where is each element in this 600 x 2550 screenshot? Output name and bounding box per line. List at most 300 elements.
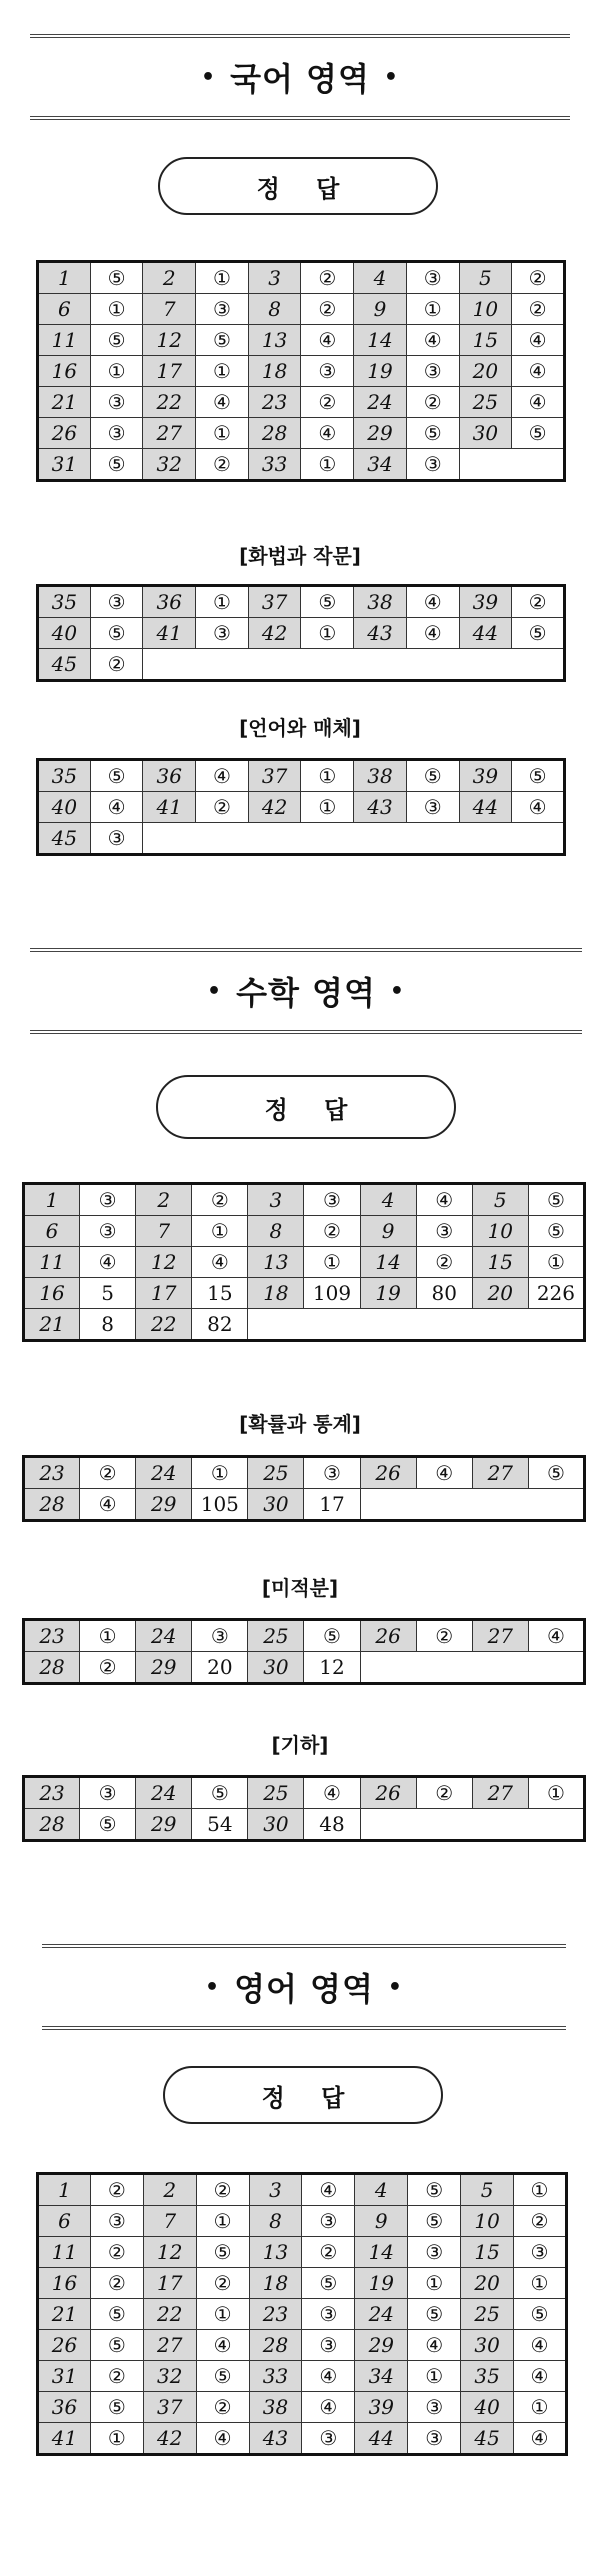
answer-value: ① — [301, 449, 354, 481]
answer-value: ④ — [80, 1247, 136, 1278]
question-number: 31 — [38, 449, 91, 481]
answer-row — [24, 1278, 585, 1309]
answer-value: ③ — [304, 1184, 360, 1216]
question-number: 1 — [24, 1184, 80, 1216]
answer-value: ⑤ — [408, 2174, 461, 2206]
answer-row — [38, 2330, 567, 2361]
question-number: 28 — [24, 1809, 80, 1841]
math-title-text: 수학 영역 — [236, 974, 376, 1012]
answer-value: ② — [80, 1652, 136, 1684]
question-number: 4 — [354, 262, 407, 294]
korean-elective1-table — [36, 584, 566, 682]
question-number: 39 — [459, 586, 512, 618]
answer-value: ④ — [301, 325, 354, 356]
answer-row — [38, 760, 565, 792]
answer-value: ① — [406, 294, 459, 325]
question-number: 23 — [24, 1777, 80, 1809]
question-number: 29 — [136, 1809, 192, 1841]
question-number: 24 — [136, 1620, 192, 1652]
answer-value: 17 — [304, 1489, 360, 1521]
empty-cell — [248, 649, 301, 681]
question-number: 42 — [248, 618, 301, 649]
empty-cell — [354, 649, 407, 681]
empty-cell — [459, 823, 512, 855]
empty-cell — [196, 823, 249, 855]
answer-value: ⑤ — [90, 760, 143, 792]
question-number: 14 — [355, 2237, 408, 2268]
empty-cell — [528, 1809, 584, 1841]
question-number: 10 — [461, 2206, 514, 2237]
question-number: 21 — [38, 387, 91, 418]
answer-value: ② — [512, 262, 565, 294]
question-number: 44 — [459, 792, 512, 823]
question-number: 36 — [143, 586, 196, 618]
question-number: 18 — [248, 356, 301, 387]
answer-value: ⑤ — [528, 1216, 584, 1247]
question-number: 25 — [248, 1777, 304, 1809]
question-number: 37 — [248, 760, 301, 792]
empty-cell — [416, 1309, 472, 1341]
answer-value: ⑤ — [514, 2299, 567, 2330]
question-number: 27 — [143, 2330, 196, 2361]
question-number: 2 — [143, 2174, 196, 2206]
answer-row — [38, 387, 565, 418]
answer-value: ④ — [196, 2330, 249, 2361]
answer-value: ④ — [514, 2361, 567, 2392]
answer-value: ③ — [301, 356, 354, 387]
question-number: 27 — [472, 1620, 528, 1652]
math-elective2-table — [22, 1618, 586, 1685]
answer-row — [38, 2174, 567, 2206]
answer-value: ② — [416, 1620, 472, 1652]
answer-value: ④ — [408, 2330, 461, 2361]
question-number: 18 — [248, 1278, 304, 1309]
answer-value: ④ — [528, 1620, 584, 1652]
answer-value: ① — [514, 2392, 567, 2423]
answer-row — [38, 649, 565, 681]
question-number: 17 — [136, 1278, 192, 1309]
empty-cell — [416, 1489, 472, 1521]
answer-value: ② — [90, 649, 143, 681]
math-elective1-table — [22, 1455, 586, 1522]
answer-row — [38, 2237, 567, 2268]
question-number: 9 — [360, 1216, 416, 1247]
question-number: 3 — [248, 1184, 304, 1216]
answer-value: ⑤ — [90, 2299, 143, 2330]
answer-value: ③ — [90, 823, 143, 855]
question-number: 13 — [248, 325, 301, 356]
question-number: 2 — [143, 262, 196, 294]
question-number: 43 — [249, 2423, 302, 2455]
english-title: • 영어 영역 • — [42, 1944, 566, 2030]
question-number: 38 — [354, 760, 407, 792]
question-number: 35 — [38, 586, 91, 618]
answer-value: ④ — [192, 1247, 248, 1278]
empty-cell — [360, 1652, 416, 1684]
question-number: 33 — [248, 449, 301, 481]
question-number: 20 — [472, 1278, 528, 1309]
answer-value: ① — [196, 356, 249, 387]
empty-cell — [248, 1309, 304, 1341]
question-number: 36 — [38, 2392, 91, 2423]
answer-value: ④ — [406, 586, 459, 618]
question-number: 8 — [248, 1216, 304, 1247]
answer-value: ④ — [196, 2423, 249, 2455]
answer-value: ③ — [302, 2206, 355, 2237]
answer-value: ① — [196, 2299, 249, 2330]
question-number: 24 — [136, 1777, 192, 1809]
question-number: 27 — [472, 1777, 528, 1809]
korean-elective2-label: [언어와 매체] — [239, 716, 361, 740]
answer-value: ③ — [192, 1620, 248, 1652]
empty-cell — [528, 1652, 584, 1684]
answer-value: ⑤ — [408, 2299, 461, 2330]
answer-row — [24, 1247, 585, 1278]
answer-value: ② — [90, 2237, 143, 2268]
answer-value: ③ — [416, 1216, 472, 1247]
answer-value: ⑤ — [512, 760, 565, 792]
answer-value: ② — [196, 449, 249, 481]
answer-value: ② — [304, 1216, 360, 1247]
question-number: 23 — [24, 1620, 80, 1652]
answer-row — [38, 294, 565, 325]
math-elective3-label: [기하] — [271, 1733, 329, 1757]
answer-value: ⑤ — [528, 1457, 584, 1489]
question-number: 28 — [248, 418, 301, 449]
answer-value: ① — [528, 1247, 584, 1278]
question-number: 16 — [38, 356, 91, 387]
answer-value: ④ — [512, 792, 565, 823]
answer-row — [24, 1457, 585, 1489]
answer-value: 105 — [192, 1489, 248, 1521]
answer-row — [38, 418, 565, 449]
empty-cell — [143, 649, 196, 681]
question-number: 32 — [143, 2361, 196, 2392]
question-number: 30 — [248, 1809, 304, 1841]
question-number: 39 — [355, 2392, 408, 2423]
question-number: 20 — [459, 356, 512, 387]
answer-value: ⑤ — [406, 418, 459, 449]
question-number: 27 — [143, 418, 196, 449]
empty-cell — [248, 823, 301, 855]
question-number: 13 — [248, 1247, 304, 1278]
answer-value: ③ — [514, 2237, 567, 2268]
question-number: 41 — [143, 618, 196, 649]
question-number: 17 — [143, 2268, 196, 2299]
question-number: 30 — [459, 418, 512, 449]
question-number: 21 — [38, 2299, 91, 2330]
empty-cell — [472, 1309, 528, 1341]
question-number: 29 — [354, 418, 407, 449]
question-number: 39 — [459, 760, 512, 792]
answer-value: ① — [196, 2206, 249, 2237]
question-number: 38 — [249, 2392, 302, 2423]
answer-row — [24, 1652, 585, 1684]
question-number: 40 — [461, 2392, 514, 2423]
answer-value: ③ — [80, 1184, 136, 1216]
question-number: 43 — [354, 618, 407, 649]
answer-row — [38, 823, 565, 855]
question-number: 28 — [24, 1489, 80, 1521]
answer-value: ③ — [406, 792, 459, 823]
math-main-table — [22, 1182, 586, 1342]
question-number: 9 — [355, 2206, 408, 2237]
answer-value: ⑤ — [302, 2268, 355, 2299]
answer-value: ② — [512, 294, 565, 325]
answer-value: ② — [512, 586, 565, 618]
answer-value: ② — [301, 387, 354, 418]
question-number: 14 — [354, 325, 407, 356]
question-number: 19 — [354, 356, 407, 387]
answer-value: ③ — [304, 1457, 360, 1489]
question-number: 28 — [249, 2330, 302, 2361]
answer-row — [24, 1216, 585, 1247]
empty-cell — [512, 823, 565, 855]
question-number: 6 — [38, 294, 91, 325]
answer-value: ⑤ — [196, 2361, 249, 2392]
question-number: 15 — [461, 2237, 514, 2268]
question-number: 16 — [24, 1278, 80, 1309]
question-number: 25 — [248, 1457, 304, 1489]
question-number: 17 — [143, 356, 196, 387]
answer-row — [38, 2268, 567, 2299]
answer-value: 54 — [192, 1809, 248, 1841]
korean-main-table — [36, 260, 566, 482]
empty-cell — [528, 1489, 584, 1521]
question-number: 42 — [143, 2423, 196, 2455]
answer-value: ④ — [196, 387, 249, 418]
question-number: 27 — [472, 1457, 528, 1489]
korean-title: • 국어 영역 • — [30, 34, 570, 120]
answer-value: ② — [90, 2268, 143, 2299]
empty-cell — [472, 1809, 528, 1841]
answer-value: 8 — [80, 1309, 136, 1341]
question-number: 26 — [38, 2330, 91, 2361]
question-number: 15 — [459, 325, 512, 356]
korean-answer-label: 정 답 — [158, 157, 438, 215]
answer-value: ② — [196, 2174, 249, 2206]
answer-row — [38, 2423, 567, 2455]
answer-value: ④ — [80, 1489, 136, 1521]
question-number: 34 — [354, 449, 407, 481]
answer-row — [38, 792, 565, 823]
question-number: 1 — [38, 2174, 91, 2206]
question-number: 10 — [459, 294, 512, 325]
empty-cell — [459, 649, 512, 681]
answer-value: ③ — [196, 618, 249, 649]
question-number: 20 — [461, 2268, 514, 2299]
answer-value: ① — [90, 294, 143, 325]
answer-row — [38, 618, 565, 649]
question-number: 12 — [143, 325, 196, 356]
answer-row — [38, 2392, 567, 2423]
answer-value: ⑤ — [80, 1809, 136, 1841]
answer-value: ① — [528, 1777, 584, 1809]
question-number: 29 — [136, 1652, 192, 1684]
question-number: 35 — [38, 760, 91, 792]
question-number: 1 — [38, 262, 91, 294]
answer-value: ④ — [416, 1184, 472, 1216]
answer-value: 80 — [416, 1278, 472, 1309]
answer-value: 15 — [192, 1278, 248, 1309]
answer-value: ③ — [90, 387, 143, 418]
korean-elective1-label: [화법과 작문] — [239, 544, 361, 568]
answer-value: ③ — [196, 294, 249, 325]
question-number: 8 — [249, 2206, 302, 2237]
question-number: 43 — [354, 792, 407, 823]
empty-cell — [416, 1652, 472, 1684]
answer-value: ② — [406, 387, 459, 418]
answer-value: ⑤ — [301, 586, 354, 618]
answer-value: ① — [90, 2423, 143, 2455]
question-number: 30 — [461, 2330, 514, 2361]
answer-value: ④ — [406, 325, 459, 356]
question-number: 14 — [360, 1247, 416, 1278]
answer-value: 82 — [192, 1309, 248, 1341]
question-number: 45 — [38, 823, 91, 855]
answer-value: ④ — [514, 2330, 567, 2361]
question-number: 26 — [360, 1457, 416, 1489]
answer-value: 5 — [80, 1278, 136, 1309]
empty-cell — [416, 1809, 472, 1841]
answer-row — [24, 1777, 585, 1809]
answer-value: 20 — [192, 1652, 248, 1684]
question-number: 25 — [459, 387, 512, 418]
question-number: 31 — [38, 2361, 91, 2392]
answer-value: ⑤ — [196, 325, 249, 356]
answer-value: ④ — [302, 2392, 355, 2423]
empty-cell — [512, 449, 565, 481]
question-number: 24 — [355, 2299, 408, 2330]
answer-value: ④ — [301, 418, 354, 449]
question-number: 4 — [355, 2174, 408, 2206]
answer-value: ③ — [302, 2423, 355, 2455]
question-number: 44 — [355, 2423, 408, 2455]
question-number: 21 — [24, 1309, 80, 1341]
answer-value: ① — [90, 356, 143, 387]
question-number: 25 — [248, 1620, 304, 1652]
answer-value: ③ — [90, 2206, 143, 2237]
answer-value: ④ — [302, 2361, 355, 2392]
question-number: 45 — [38, 649, 91, 681]
empty-cell — [459, 449, 512, 481]
answer-value: ④ — [512, 356, 565, 387]
answer-value: ② — [80, 1457, 136, 1489]
english-title-text: 영어 영역 — [234, 1970, 374, 2008]
math-elective1-label: [확률과 통계] — [239, 1412, 361, 1436]
answer-value: ④ — [512, 387, 565, 418]
answer-value: ③ — [406, 262, 459, 294]
answer-row — [24, 1620, 585, 1652]
answer-value: ② — [301, 262, 354, 294]
answer-value: ⑤ — [512, 418, 565, 449]
empty-cell — [360, 1809, 416, 1841]
question-number: 15 — [472, 1247, 528, 1278]
answer-row — [38, 356, 565, 387]
question-number: 5 — [472, 1184, 528, 1216]
question-number: 12 — [136, 1247, 192, 1278]
answer-value: ① — [408, 2361, 461, 2392]
empty-cell — [354, 823, 407, 855]
question-number: 6 — [38, 2206, 91, 2237]
answer-value: ① — [301, 618, 354, 649]
answer-value: 109 — [304, 1278, 360, 1309]
question-number: 3 — [249, 2174, 302, 2206]
answer-value: ⑤ — [528, 1184, 584, 1216]
question-number: 30 — [248, 1652, 304, 1684]
question-number: 30 — [248, 1489, 304, 1521]
empty-cell — [360, 1309, 416, 1341]
answer-value: ② — [301, 294, 354, 325]
question-number: 18 — [249, 2268, 302, 2299]
answer-row — [24, 1489, 585, 1521]
question-number: 23 — [249, 2299, 302, 2330]
question-number: 40 — [38, 618, 91, 649]
question-number: 5 — [459, 262, 512, 294]
korean-elective2-table — [36, 758, 566, 856]
korean-title-text: 국어 영역 — [230, 60, 370, 98]
answer-value: ① — [514, 2268, 567, 2299]
answer-value: ⑤ — [304, 1620, 360, 1652]
answer-value: ② — [302, 2237, 355, 2268]
answer-value: ① — [196, 262, 249, 294]
answer-value: ① — [80, 1620, 136, 1652]
answer-value: ② — [514, 2206, 567, 2237]
answer-value: ④ — [90, 792, 143, 823]
question-number: 8 — [248, 294, 301, 325]
answer-value: ② — [196, 792, 249, 823]
question-number: 6 — [24, 1216, 80, 1247]
question-number: 28 — [24, 1652, 80, 1684]
answer-value: ⑤ — [196, 2237, 249, 2268]
question-number: 41 — [143, 792, 196, 823]
answer-value: ⑤ — [90, 2330, 143, 2361]
question-number: 42 — [248, 792, 301, 823]
question-number: 40 — [38, 792, 91, 823]
empty-cell — [304, 1309, 360, 1341]
answer-value: 48 — [304, 1809, 360, 1841]
answer-value: ② — [196, 2392, 249, 2423]
answer-value: ⑤ — [90, 2392, 143, 2423]
question-number: 16 — [38, 2268, 91, 2299]
empty-cell — [528, 1309, 584, 1341]
answer-value: ④ — [406, 618, 459, 649]
empty-cell — [301, 649, 354, 681]
answer-value: ③ — [80, 1216, 136, 1247]
answer-value: ② — [90, 2174, 143, 2206]
answer-value: ⑤ — [90, 325, 143, 356]
answer-value: ① — [301, 760, 354, 792]
question-number: 23 — [248, 387, 301, 418]
question-number: 41 — [38, 2423, 91, 2455]
answer-value: ① — [304, 1247, 360, 1278]
answer-value: ⑤ — [90, 618, 143, 649]
question-number: 22 — [143, 387, 196, 418]
answer-value: ④ — [512, 325, 565, 356]
answer-row — [38, 325, 565, 356]
answer-value: ③ — [302, 2330, 355, 2361]
answer-value: ③ — [302, 2299, 355, 2330]
question-number: 11 — [24, 1247, 80, 1278]
question-number: 11 — [38, 2237, 91, 2268]
question-number: 19 — [360, 1278, 416, 1309]
question-number: 25 — [461, 2299, 514, 2330]
answer-value: ① — [408, 2268, 461, 2299]
empty-cell — [512, 649, 565, 681]
empty-cell — [196, 649, 249, 681]
question-number: 36 — [143, 760, 196, 792]
question-number: 7 — [136, 1216, 192, 1247]
